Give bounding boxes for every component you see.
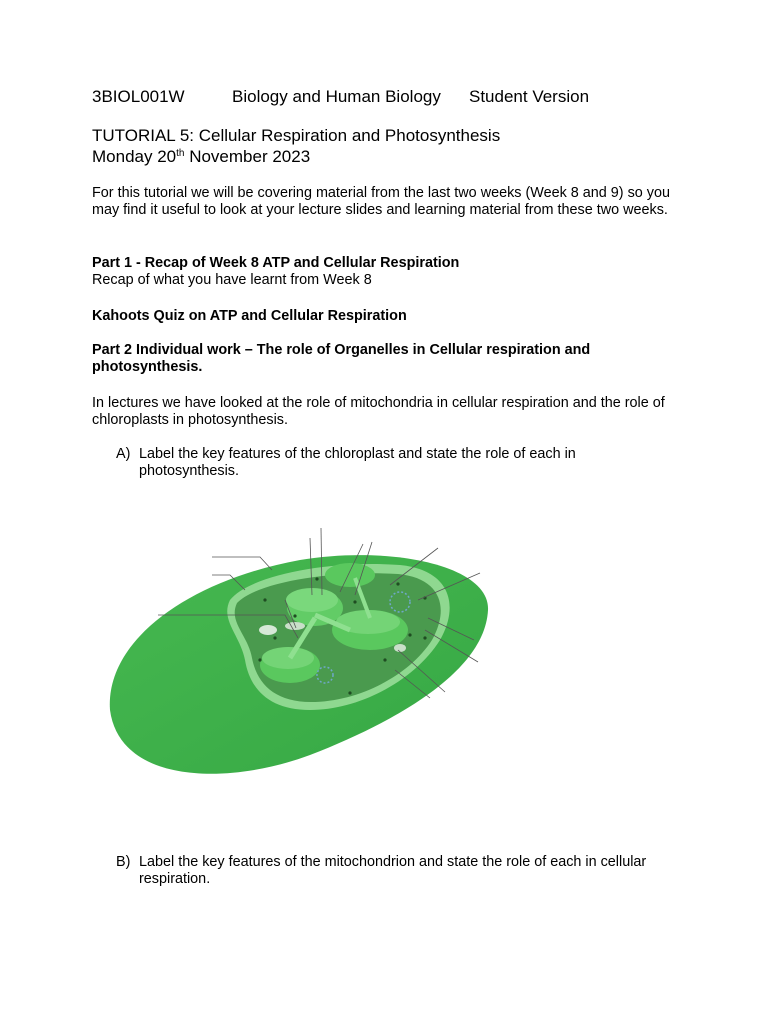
part2-heading: Part 2 Individual work – The role of Organelles in Cellular respiration and photosynthesis. [92,342,591,375]
intro-paragraph: For this tutorial we will be covering material from the last two weeks (Week 8 and 9) so you may find it useful to look at your lecture slides and learning material from these two weeks. [92,185,670,218]
part1-heading: Part 1 - Recap of Week 8 ATP and Cellular Respiration [92,255,460,271]
task-b-text: Label the key features of the mitochondrion and state the role of each in cellular respiration. [139,854,647,887]
tutorial-date: Monday 20th November 2023 [92,147,311,166]
kahoot-heading: Kahoots Quiz on ATP and Cellular Respiration [92,308,407,324]
starch-granule [394,644,406,652]
chloroplast-diagram [100,520,500,790]
task-a [116,446,676,480]
course-code: 3BIOL001W [92,87,185,106]
starch-granule [259,625,277,635]
version-label: Student Version [469,87,590,106]
module-name: Biology and Human Biology [232,87,441,106]
granum [325,563,375,587]
task-b [116,854,676,888]
task-a-marker: A) [116,446,131,462]
task-a-text: Label the key features of the chloroplast and state the role of each in photosynthesis. [139,446,576,479]
tutorial-title: TUTORIAL 5: Cellular Respiration and Photosynthesis [92,126,501,145]
part2-text: In lectures we have looked at the role of mitochondria in cellular respiration and the role of chloroplasts in photosynthesis. [92,395,665,428]
granum-top [262,647,314,669]
task-b-marker: B) [116,854,131,870]
header-line [92,87,652,109]
part1-text: Recap of what you have learnt from Week 8 [92,272,372,288]
